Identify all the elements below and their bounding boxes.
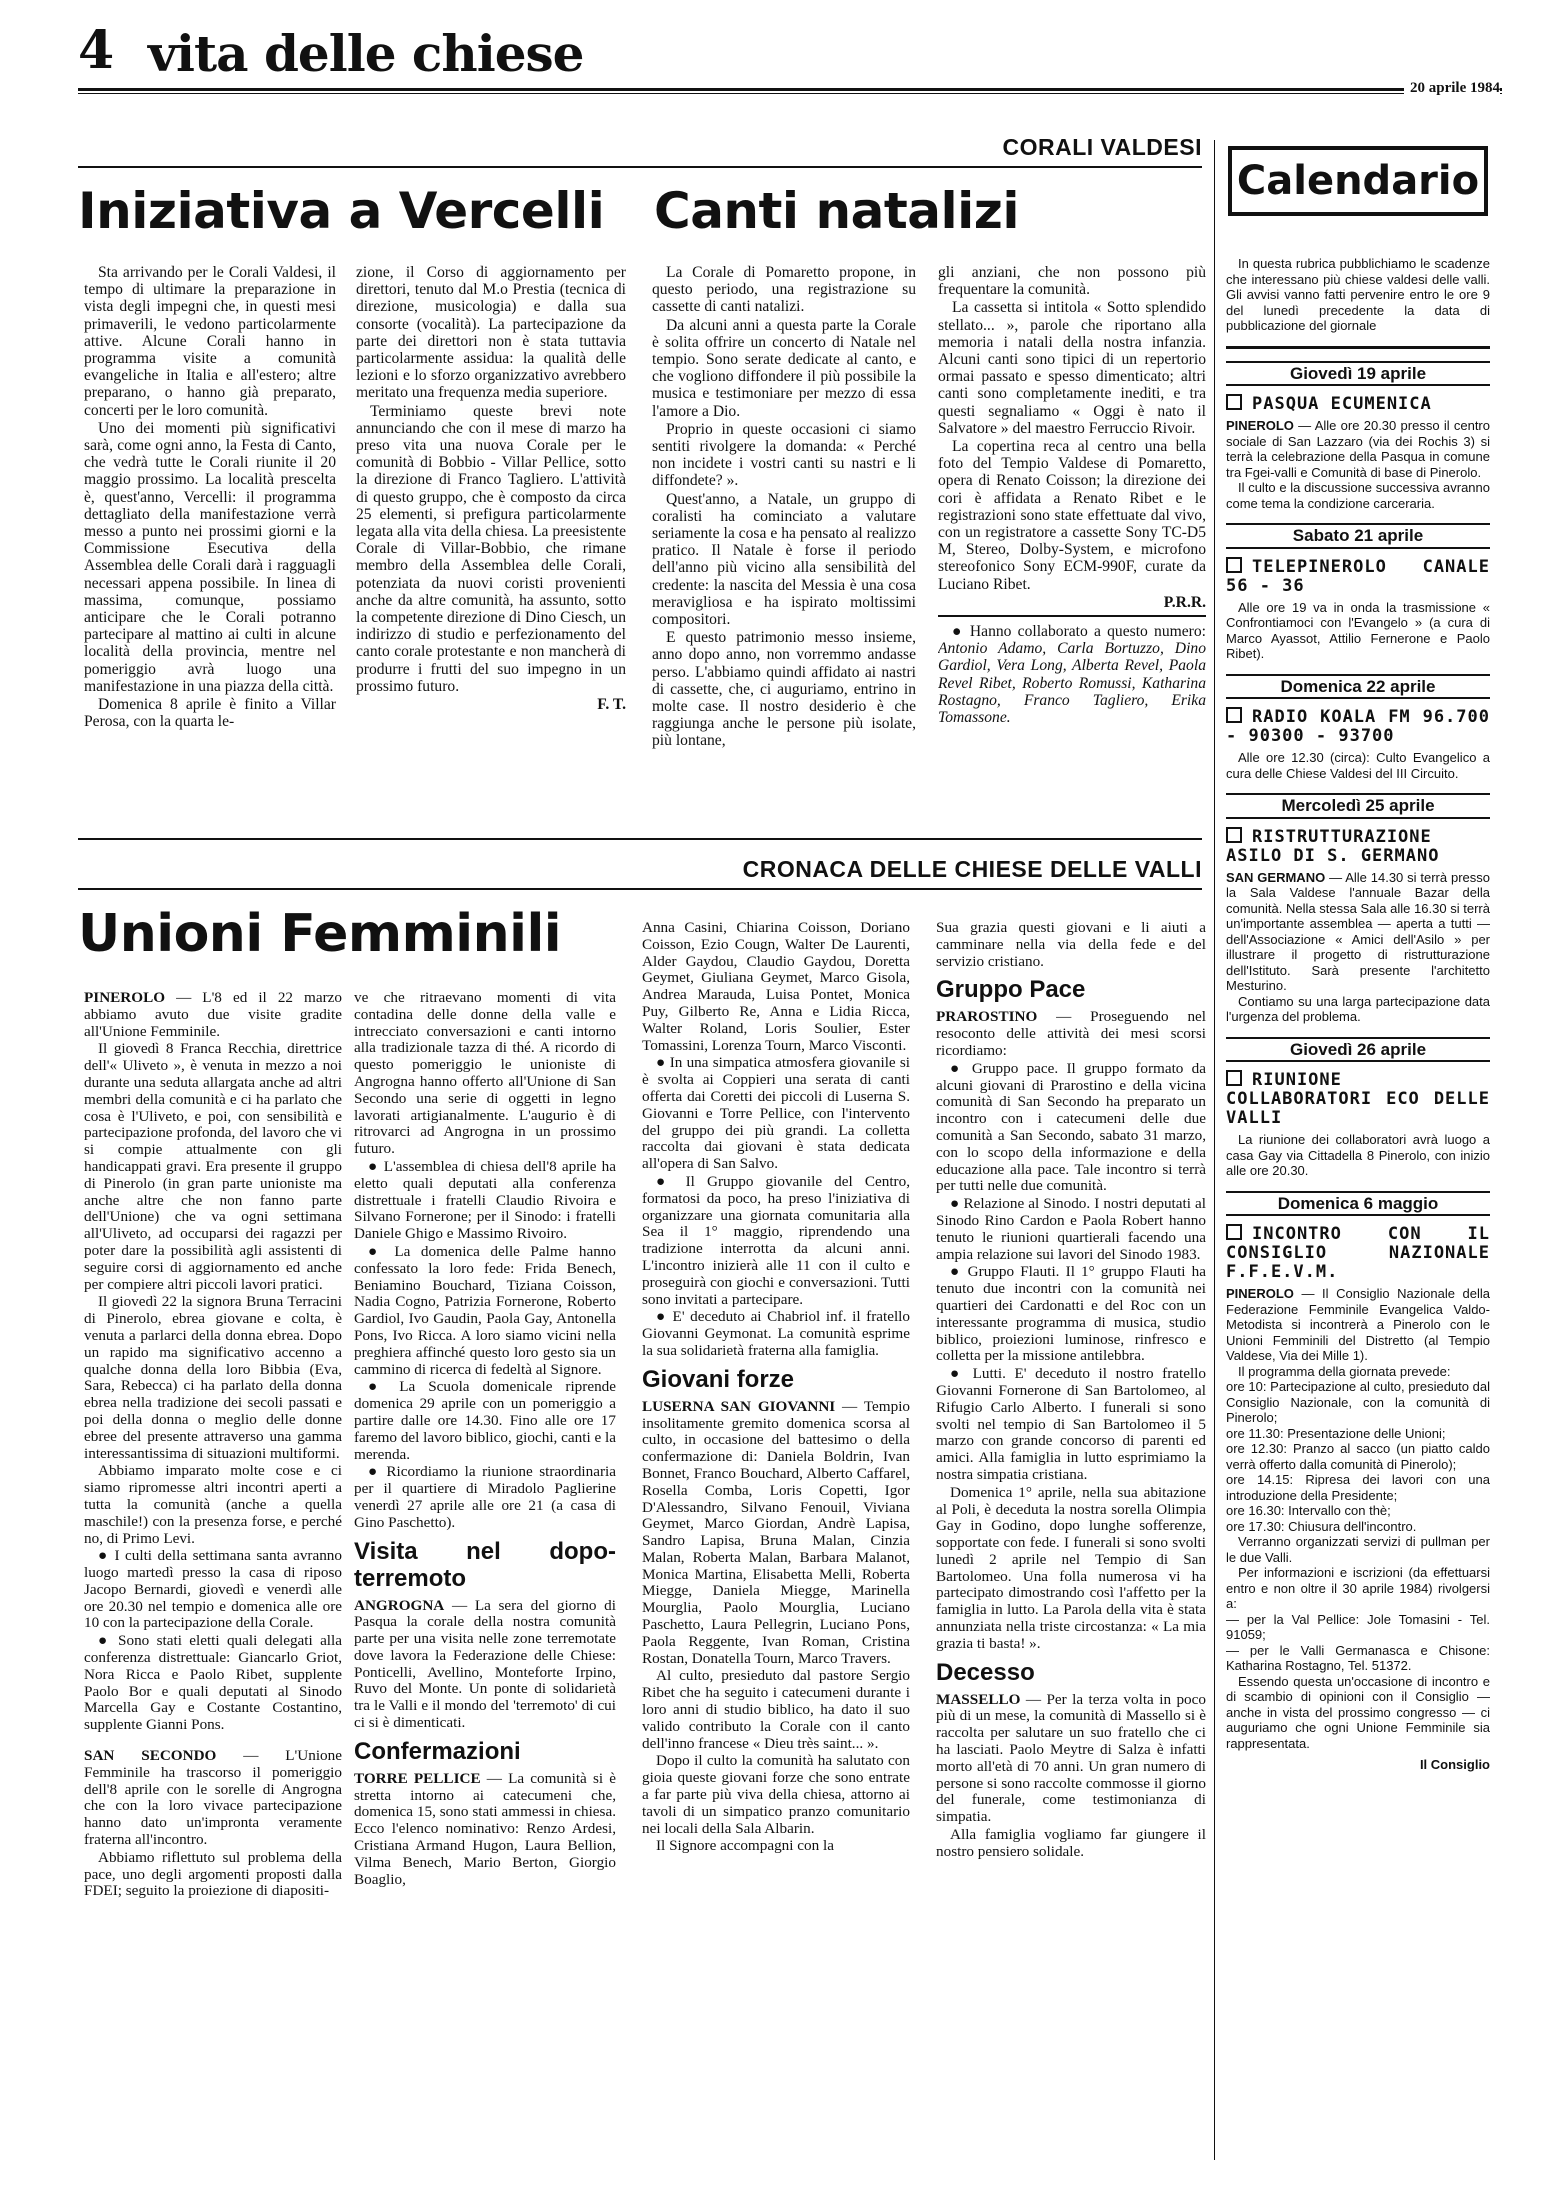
checkbox-icon (1226, 827, 1242, 843)
paragraph: La Corale di Pomaretto propone, in questo periodo, una registrazione su cassette di canti natalizi. (652, 264, 916, 316)
paragraph: ● E' deceduto ai Chabriol inf. il fratello Giovanni Geymonat. La comunità esprime la sua solidarietà fraterna alla famiglia. (642, 1308, 910, 1359)
event-text (1226, 1286, 1490, 1364)
date-bar: Domenica 6 maggio (1226, 1191, 1490, 1217)
paragraph: Il Signore accompagni con la (656, 1837, 834, 1855)
paragraph: Sua grazia questi giovani e li aiuti a camminare nella via della fede e del servizio cristiano. (936, 920, 1206, 970)
paragraph-text: — Proseguendo nel resoconto delle attività dei mesi scorsi ricordiamo: (936, 1008, 1206, 1059)
paragraph (84, 1748, 342, 1849)
art3-column-2 (354, 990, 616, 2160)
paragraph: Terminiamo queste brevi note annunciando che con il mese di marzo ha preso vita una nuova Corale per le comunità di Bobbio - Villar Pellice, sotto la direzione di Franco Tagliero. L'attività di questo gruppo, che è composto da circa 25 elementi, si prefigura particolarmente legata alla vita della chiesa. La preesistente Corale di Villar-Bobbio, che rimane membro della Assemblea delle Corali, potenziata da nuovi coristi provenienti anche da altre comunità, ha assunto, sotto la competente direzione di Dino Ciesch, un indirizzo di studio e perfezionamento del canto corale protestante e non mancherà di produrre i frutti del suo impegno in un prossimo futuro. (356, 402, 626, 695)
paragraph (354, 1771, 616, 1889)
masthead-rule-thin (78, 93, 1502, 94)
paragraph: Da alcuni anni a questa parte la Corale è solita offrire un concerto di Natale nel tempio. Sono serate dedicate al canto, e che vogliono diffondere il più possibile la musica e testimoniare per mezzo di essa l'amore a Dio. (652, 316, 916, 420)
paragraph-text: — Tempio insolitamente gremito domenica scorsa al culto, in occasione del battesimo o della confermazione di: Daniela Boldrin, Ivan Bonnet, Franco Bouchard, Alberto Caffarel, Rosella Comba, Loris Copetti, Igor D'Alessandro, Silvano Fenouil, Viviana Geymet, Marco Giordan, Andrè Lapisa, Sandro Lapisa, Bruna Malan, Cinzia Malan, Roberta Malan, Barbara Malanot, Monica Martina, Elisabetta Melli, Roberta Miegge, Daniela Miegge, Marinella Mourglia, Paolo Mourglia, Luciano Paschetto, Laura Pellegrin, Luciano Pons, Paola Reggente, Ivan Roman, Cristina Rostan, Donatella Tourn, Marco Travers. (642, 1397, 910, 1667)
paragraph: Sta arrivando per le Corali Valdesi, il tempo di ultimare la preparazione in vista degli impegni che, in questi mesi primaverili, le vedono particolarmente attive. Alcune Corali hanno in programma visite a comunità evangeliche in Italia e all'estero; altre preparano, o hanno già preparato, concerti per le loro comunità. (84, 264, 336, 419)
paragraph-text: — La sera del giorno di Pasqua la corale della nostra comunità parte per una visita nelle zone terremotate dove lavora la Federazione delle Chiese: Ponticelli, Avellino, Monteforte Irpino, Ruvo del Monte. Un ponte di solidarietà tra le Valli e il mondo del 'terremoto' di cui ci si è dimenticati. (354, 1596, 616, 1732)
paragraph: gli anziani, che non possono più frequentare la comunità. (938, 264, 1206, 299)
date-bar: Sabato 21 aprile (1226, 523, 1490, 549)
paragraph: Alla famiglia vogliamo far giungere il nostro pensiero solidale. (936, 1826, 1206, 1860)
event-text-body: — Alle ore 20.30 presso il centro sociale di San Lazzaro (via dei Rochis 3) si terrà la celebrazione della Pasqua in comune tra Fgei-valli e Comunità di base di Pinerolo. (1226, 418, 1490, 480)
event-title-text: RADIO KOALA FM 96.700 - 90300 - 93700 (1226, 707, 1490, 746)
divider (1226, 346, 1490, 349)
place-label: PRAROSTINO (936, 1008, 1038, 1026)
paragraph: La cassetta si intitola « Sotto splendido stellato... », parole che riportano alla memoria i natali della nostra infanzia. Alcuni canti sono tipici di un repertorio ormai passato e spesso dimenticato; altri canti sono completamente inediti, e tra questi segnaliamo « Oggi è nato il Salvatore » del maestro Ferruccio Rivoir. (938, 299, 1206, 437)
paragraph: ● I culti della settimana santa avranno luogo martedì presso la casa di riposo Jacopo Bernardi, giovedì e venerdì alle ore 20.30 nel tempio e domenica alle ore 10 con la partecipazione della Corale. (84, 1547, 342, 1632)
page-number: 4 (78, 20, 115, 81)
section-rule-2 (78, 888, 1202, 890)
paragraph-text: — Per la terza volta in poco più di un mese, la comunità di Massello si è raccolta per salutare un suo fratello che ci ha lasciati. Paolo Meytre di Salza è infatti morto all'età di 70 anni. Un gran numero di persone si sono raccolte commosse il giorno del funerale, come testimonianza di simpatia. (936, 1690, 1206, 1826)
program-item: ore 12.30: Pranzo al sacco (un piatto caldo verrà offerto dalla comunità di Pinerolo); (1226, 1441, 1490, 1472)
art3-column-1 (84, 990, 342, 2160)
corali-kicker: CORALI VALDESI (1002, 134, 1202, 160)
paragraph: Domenica 8 aprile è finito a Villar Perosa, con la quarta le- (84, 696, 336, 731)
subhead-giovani: Giovani forze (642, 1365, 795, 1393)
event-title (1226, 557, 1490, 596)
event-text: Il programma della giornata prevede: (1238, 1363, 1451, 1379)
paragraph (936, 1692, 1206, 1826)
art1-column-1 (84, 264, 336, 820)
masthead-title: vita delle chiese (148, 24, 584, 83)
paragraph (84, 990, 342, 1040)
date-bar: Giovedì 26 aprile (1226, 1037, 1490, 1063)
paragraph: Il giovedì 8 Franca Recchia, direttrice dell'« Uliveto », è venuta in mezzo a noi durante una seduta allargata anche ad altri membri della comunità e ci ha parlato che cosa è l'Uliveto, e poi, con sensibilità e partecipazione profonda, del lavoro che vi si compie attualmente con gli handicappati gravi. Era presente il gruppo di Pinerolo (in gran parte unioniste ma anche altre che non fanno parte dell'Unione) che va ogni settimana all'Uliveto, ad occuparsi dei ragazzi per poter dare la possibilità agli assistenti di seguire corsi di aggiornamento ed anche per compiere altri piccoli lavori pratici. (84, 1040, 342, 1293)
checkbox-icon (1226, 707, 1242, 723)
art2-column-2 (938, 264, 1206, 820)
paragraph: ● La Scuola domenicale riprende domenica 29 aprile con un pomeriggio a partire dalle ore 14.30. Fino alle ore 17 faremo del lavoro biblico, giochi, canti e la merenda. (354, 1378, 616, 1463)
paragraph-text: — La comunità si è stretta intorno ai catecumeni che, domenica 15, sono stati ammessi in chiesa. Ecco l'elenco nominativo: Renzo Ardesi, Cristiana Armand Hugon, Laura Bellion, Vilma Benech, Mario Berton, Giorgio Boaglio, (354, 1769, 616, 1888)
paragraph: Il giovedì 22 la signora Bruna Terracini di Pinerolo, ebrea giovane e colta, è venuta a parlarci della donna ebrea. Dopo un rapido ma significativo accenno a qualche donna della loro Bibbia (Eva, Sara, Rebecca) ci ha parlato della donna ebrea nella tradizione dei secoli passati e poi della donna o meglio delle donne ebree del presente attraverso una gamma interessantissima di situazioni multiformi. (84, 1293, 342, 1462)
art3-column-4 (936, 920, 1206, 2160)
event-text: Contiamo su una larga partecipazione data l'urgenza del problema. (1226, 993, 1490, 1024)
program-item: ore 14.15: Ripresa dei lavori con una introduzione della Presidente; (1226, 1472, 1490, 1503)
place-label: ANGROGNA (354, 1596, 445, 1614)
contact-item: — per la Val Pellice: Jole Tomasini - Tel. 91059; (1226, 1611, 1490, 1642)
paragraph: ● Sono stati eletti quali delegati alla conferenza distrettuale: Giancarlo Griot, Nora Ricca e Paolo Ribet, supplente Paolo Bor e quali deputati al Sinodo Marcella Gay e Costante Costantino, supplente Gianni Pons. (84, 1632, 342, 1734)
event-text: Per informazioni e iscrizioni (da effettuarsi entro e non oltre il 30 aprile 1984) rivolgersi a: (1226, 1565, 1490, 1611)
place-label: TORRE PELLICE (354, 1769, 481, 1787)
event-title (1226, 394, 1490, 414)
kicker-rule (78, 166, 1202, 168)
event-title (1226, 827, 1490, 866)
subhead-pace: Gruppo Pace (936, 976, 1086, 1004)
event-text-body: — Alle 14.30 si terrà presso la Sala Valdese l'annuale Bazar della comunità. Nella stessa Sala alle 16.30 si terrà un'importante assemblea — aperta a tutti — dell'Associazione « Amici dell'Asilo » per illustrare il progetto di ristrutturazione dell'Istituto. Sarà presente l'architetto Mesturino. (1226, 869, 1490, 993)
paragraph: Anna Casini, Chiarina Coisson, Doriano Coisson, Ezio Cougn, Walter De Laurenti, Alder Gaydou, Claudio Gaydou, Doretta Geymet, Giuliana Geymet, Marco Gisola, Andrea Marauda, Luisa Pontet, Monica Puy, Gilberto Re, Anna e Lidia Ricca, Walter Roland, Loris Soulier, Ester Tomassini, Lorenza Tourn, Marco Visconti. (642, 920, 910, 1054)
paragraph: Domenica 1° aprile, nella sua abitazione al Poli, è deceduta la nostra sorella Olimpia Gay in Godino, dopo lunghe sofferenze, sopportate con fede. I funerali si sono svolti lunedì 2 aprile nel Tempio di San Bartolomeo. Una folla numerosa vi ha partecipato dimostrando così l'affetto per la famiglia in lutto. La Parola della vita è stata annunziata nella triste circostanza: « La mia grazia ti basta! ». (936, 1483, 1206, 1652)
program-item: ore 17.30: Chiusura dell'incontro. (1226, 1518, 1417, 1534)
cronaca-kicker: CRONACA DELLE CHIESE DELLE VALLI (742, 856, 1202, 882)
event-title-text: PASQUA ECUMENICA (1252, 394, 1432, 414)
signature: P.R.R. (1163, 593, 1206, 611)
place-label: MASSELLO (936, 1690, 1021, 1708)
paragraph: E questo patrimonio messo insieme, anno dopo anno, non vorremmo andasse perso. L'abbiamo quindi affidato ai nastri di cassette, che, ci auguriamo, entrino in molte case. Il nostro desiderio è che raggiunga anche le persone più isolate, più lontane, (652, 629, 916, 750)
paragraph: ● Relazione al Sinodo. I nostri deputati al Sinodo Rino Cardon e Paola Robert hanno tenuto le riunioni quartierali facendo una ampia relazione sui lavori del Sinodo 1983. (936, 1195, 1206, 1263)
paragraph (642, 1399, 910, 1668)
collab-names: Antonio Adamo, Carla Bortuzzo, Dino Gardiol, Vera Long, Alberta Revel, Paola Revel Ribet, Roberto Romussi, Katharina Rostagno, Franco Tagliero, Erika Tomassone. (938, 640, 1206, 727)
paragraph: Proprio in queste occasioni ci siamo sentiti rivolgere la domanda: « Perché non incidete i vostri canti su nastri e li diffondete? ». (652, 420, 916, 490)
event-text: Alle ore 19 va in onda la trasmissione « Confrontiamoci con l'Evangelo » (a cura di Marco Ayassot, Attilio Fernerone e Paolo Ribet). (1226, 599, 1490, 661)
paragraph: Al culto, presieduto dal pastore Sergio Ribet che ha seguito i catecumeni durante i loro anni di studio biblico, ha dato il suo valido contributo la Corale con il canto dell'inno francese « Dieu très saint... ». (642, 1667, 910, 1752)
place-label: LUSERNA SAN GIOVANNI (642, 1397, 836, 1415)
event-text: Il culto e la discussione successiva avranno come tema la condizione carceraria. (1226, 480, 1490, 511)
collaborators (938, 623, 1206, 726)
event-text (1226, 870, 1490, 994)
art1-headline: Iniziativa a Vercelli (78, 182, 605, 240)
checkbox-icon (1226, 394, 1242, 410)
issue-date: 20 aprile 1984 (1404, 80, 1500, 97)
paragraph: Dopo il culto la comunità ha salutato con gioia queste giovani forze che sono entrate a far parte più viva della chiesa, attorno ai tavoli di un simpatico pranzo comunitario nei locali della Sala Albarin. (642, 1752, 910, 1837)
event-text: Alle ore 12.30 (circa): Culto Evangelico a cura delle Chiese Valdesi del III Circuito. (1226, 750, 1490, 781)
contact-item: — per le Valli Germanasca e Chisone: Katharina Rostagno, Tel. 51372. (1226, 1642, 1490, 1673)
event-title (1226, 1070, 1490, 1128)
paragraph: Abbiamo riflettuto sul problema della pace, uno degli argomenti proposti dalla FDEI; seguito la proiezione di diapositi- (84, 1848, 342, 1900)
event-text (1226, 418, 1490, 480)
checkbox-icon (1226, 557, 1242, 573)
paragraph: Uno dei momenti più significativi sarà, come ogni anno, la Festa di Canto, che vedrà tutte le Corali riunite il 20 maggio prossimo. La località prescelta è, quest'anno, Vercelli: il programma dettagliato della manifestazione verrà messo a punto nei prossimi giorni e la Commissione Esecutiva della Assemblea delle Corali darà i ragguagli necessari appena possibile. In linea di massima, comunque, possiamo anticipare che le Corali potranno partecipare al mattino ai culti in alcune località della provincia, mentre nel pomeriggio avrà luogo una manifestazione in una piazza della città. (84, 419, 336, 695)
place-label: PINEROLO (1226, 418, 1294, 433)
program-item: ore 16.30: Intervallo con thè; (1226, 1503, 1391, 1518)
program-item: ore 10: Partecipazione al culto, presieduto dal Consiglio Nazionale, con la comunità di Pinerolo; (1226, 1379, 1490, 1425)
subhead-visita: Visita nel dopo-terremoto (354, 1537, 616, 1592)
date-bar: Mercoledì 25 aprile (1226, 793, 1490, 819)
event-text: Essendo questa un'occasione di incontro e di scambio di opinioni con il Consiglio — anche in vista del prossimo congresso — ci auguriamo che ogni Unione Femminile sia rappresentata. (1226, 1673, 1490, 1751)
event-title (1226, 1224, 1490, 1282)
paragraph: ● Gruppo Flauti. Il 1° gruppo Flauti ha tenuto due incontri con la comunità nei quartieri dei Cardonatti e del Roc con un interessante programma di musica, studio biblico, proiezioni luminose, rinfresco e colletta per la missione antilebbra. (936, 1263, 1206, 1365)
calendar-signature: Il Consiglio (1419, 1757, 1490, 1772)
place-label: PINEROLO (1226, 1286, 1294, 1301)
event-text: La riunione dei collaboratori avrà luogo a casa Gay via Cittadella 8 Pinerolo, con inizio alle ore 20.30. (1226, 1132, 1490, 1178)
calendar-title-box (1228, 146, 1488, 216)
event-title-text: INCONTRO CON IL CONSIGLIO NAZIONALE F.F.E.V.M. (1226, 1224, 1490, 1282)
paragraph (354, 1598, 616, 1732)
date-bar: Domenica 22 aprile (1226, 674, 1490, 700)
event-title-text: RISTRUTTURAZIONE ASILO DI S. GERMANO (1226, 826, 1440, 866)
event-title-text: TELEPINEROLO CANALE 56 - 36 (1226, 556, 1490, 596)
subhead-conferm: Confermazioni (354, 1737, 521, 1765)
event-title (1226, 707, 1490, 746)
paragraph: ve che ritraevano momenti di vita contadina delle donne della valle e intrecciato conversazioni e canti intorno alla tradizionale tazza di thé. A ricordo di questo pomeriggio le unioniste di Angrogna hanno offerto all'Unione di San Secondo una serie di oggetti in legno lavorati artigianalmente. L'augurio è di ritrovarci ad Angrogna in un prossimo futuro. (354, 990, 616, 1158)
calendar-title: Calendario (1236, 158, 1480, 204)
place-label: PINEROLO (84, 990, 166, 1006)
paragraph: Quest'anno, a Natale, un gruppo di coralisti ha cominciato a valutare seriamente la cosa e ha pensato al realizzo pratico. Il Natale è forse il periodo dell'anno più vicino alla sensibilità del credente: la nascita del Messia è una cosa meravigliosa e ha ispirato moltissimi compositori. (652, 490, 916, 629)
paragraph: ● Ricordiamo la riunione straordinaria per il quartiere di Miradolo Paglierine venerdì 27 aprile alle ore 21 (a casa di Gino Paschetto). (354, 1463, 616, 1531)
paragraph: ● Lutti. E' deceduto il nostro fratello Giovanni Fornerone di San Bartolomeo, al Rifugio Carlo Alberto. I funerali si sono svolti nel tempio di San Bartolomeo il 5 marzo con grande concorso di parenti ed amici. Alla famiglia in lutto esprimiamo la nostra simpatia cristiana. (936, 1365, 1206, 1483)
art1-column-2 (356, 264, 626, 820)
collab-rule (938, 615, 1206, 617)
paragraph-text: — L'Unione Femminile ha trascorso il pomeriggio dell'8 aprile con le sorelle di Angrogna che con la loro vivace partecipazione hanno dato un'impronta veramente fraterna all'incontro. (84, 1747, 342, 1849)
paragraph: La copertina reca al centro una bella foto del Tempio Valdese di Pomaretto, opera di Renato Coisson; la direzione dei cori è affidata a Renato Ribet e le registrazioni sono state effettuate dal vivo, con un registratore a cassette Sony TC-D5 M, Stereo, Dolby-System, e microfono stereofonico Sony ECM-990F, curate da Luciano Ribet. (938, 438, 1206, 593)
paragraph: ● In una simpatica atmosfera giovanile si è svolta ai Coppieri una serata di canti offerta dai Coretti dei piccoli di Luserna S. Giovanni e Torre Pellice, con l'intervento del gruppo dei più grandi. La colletta raccolta dai giovani è stata dedicata all'opera di San Salvo. (642, 1054, 910, 1173)
paragraph: Abbiamo imparato molte cose e ci siamo ripromesse altri incontri aperti a tutta la comunità (anche a quella maschile!) con la presenza forse, e perché no, di Primo Levi. (84, 1462, 342, 1547)
paragraph-text: — L'8 ed il 22 marzo abbiamo avuto due visite gradite all'Unione Femminile. (84, 990, 342, 1040)
art2-column-1 (652, 264, 916, 820)
checkbox-icon (1226, 1224, 1242, 1240)
date-bar: Giovedì 19 aprile (1226, 361, 1490, 387)
calendar-column (1226, 256, 1490, 2166)
event-text: Verranno organizzati servizi di pullman per le due Valli. (1226, 1534, 1490, 1565)
section-rule (78, 838, 1202, 840)
paragraph: ● Gruppo pace. Il gruppo formato da alcuni giovani di Prarostino e della vicina comunità di San Secondo ha preparato un incontro con i catecumeni delle due comunità a San Secondo, sabato 31 marzo, con lo scopo della informazione e della educazione alla pace. Tale incontro si terrà per tutti nelle due comunità. (936, 1059, 1206, 1195)
column-rule (1214, 140, 1215, 2160)
place-label: SAN SECONDO (84, 1747, 217, 1765)
paragraph: ● Il Gruppo giovanile del Centro, formatosi da poco, ha preso l'iniziativa di organizzare una giornata comunitaria alla Sea il 1° maggio, riprendendo una tradizione interrotta da alcuni anni. L'incontro inizierà alle 11 con il culto e proseguirà con giochi e conversazioni. Tutti sono invitati a partecipare. (642, 1172, 910, 1308)
art3-headline: Unioni Femminili (78, 904, 562, 964)
subhead-decesso: Decesso (936, 1658, 1035, 1686)
checkbox-icon (1226, 1070, 1242, 1086)
masthead-rule (78, 88, 1502, 91)
paragraph: zione, il Corso di aggiornamento per direttori, tenuto dal M.o Prestia (tecnica di direzione, musicologia) e dalla sua consorte (vocalità). La partecipazione da parte dei direttori non è stata tuttavia particolarmente assidua: la qualità delle lezioni e lo sforzo organizzativo avrebbero meritato una frequenza media superiore. (356, 264, 626, 402)
art3-column-3 (642, 920, 910, 2160)
paragraph (936, 1009, 1206, 1059)
art2-headline: Canti natalizi (654, 182, 1019, 240)
paragraph: ● La domenica delle Palme hanno confessato la loro fede: Frida Benech, Beniamino Bouchard, Tiziana Coisson, Nadia Cogno, Patrizia Fornerone, Roberto Gardiol, Ivo Gaudin, Paola Gay, Antonella Pons, Ivo Ricca. A loro siamo vicini nella preghiera affinché questo loro gesto sia un cammino di ricerca di fedeltà al Signore. (354, 1242, 616, 1378)
event-title-text: RIUNIONE COLLABORATORI ECO DELLE VALLI (1226, 1070, 1490, 1128)
event-text-body: — Il Consiglio Nazionale della Federazione Femminile Evangelica Valdo-Metodista si incontrerà a Pinerolo con le Unioni Femminili del Distretto (al Tempio Valdese, Via dei Mille 1). (1226, 1286, 1490, 1363)
collab-intro: ● Hanno collaborato a questo numero: (952, 623, 1206, 641)
calendar-intro: In questa rubrica pubblichiamo le scadenze che interessano più chiese valdesi delle valli. Gli avvisi vanno fatti pervenire entro le ore 9 del lunedì precedente la data di pubblicazione del giornale (1226, 256, 1490, 333)
paragraph: ● L'assemblea di chiesa dell'8 aprile ha eletto quali deputati alla conferenza distrettuale i fratelli Claudio Rivoira e Silvano Fornerone; per il Sinodo: i fratelli Daniele Ghigo e Massimo Rivoiro. (354, 1157, 616, 1243)
signature: F. T. (597, 696, 626, 714)
program-item: ore 11.30: Presentazione delle Unioni; (1226, 1425, 1446, 1441)
place-label: SAN GERMANO (1226, 869, 1326, 885)
